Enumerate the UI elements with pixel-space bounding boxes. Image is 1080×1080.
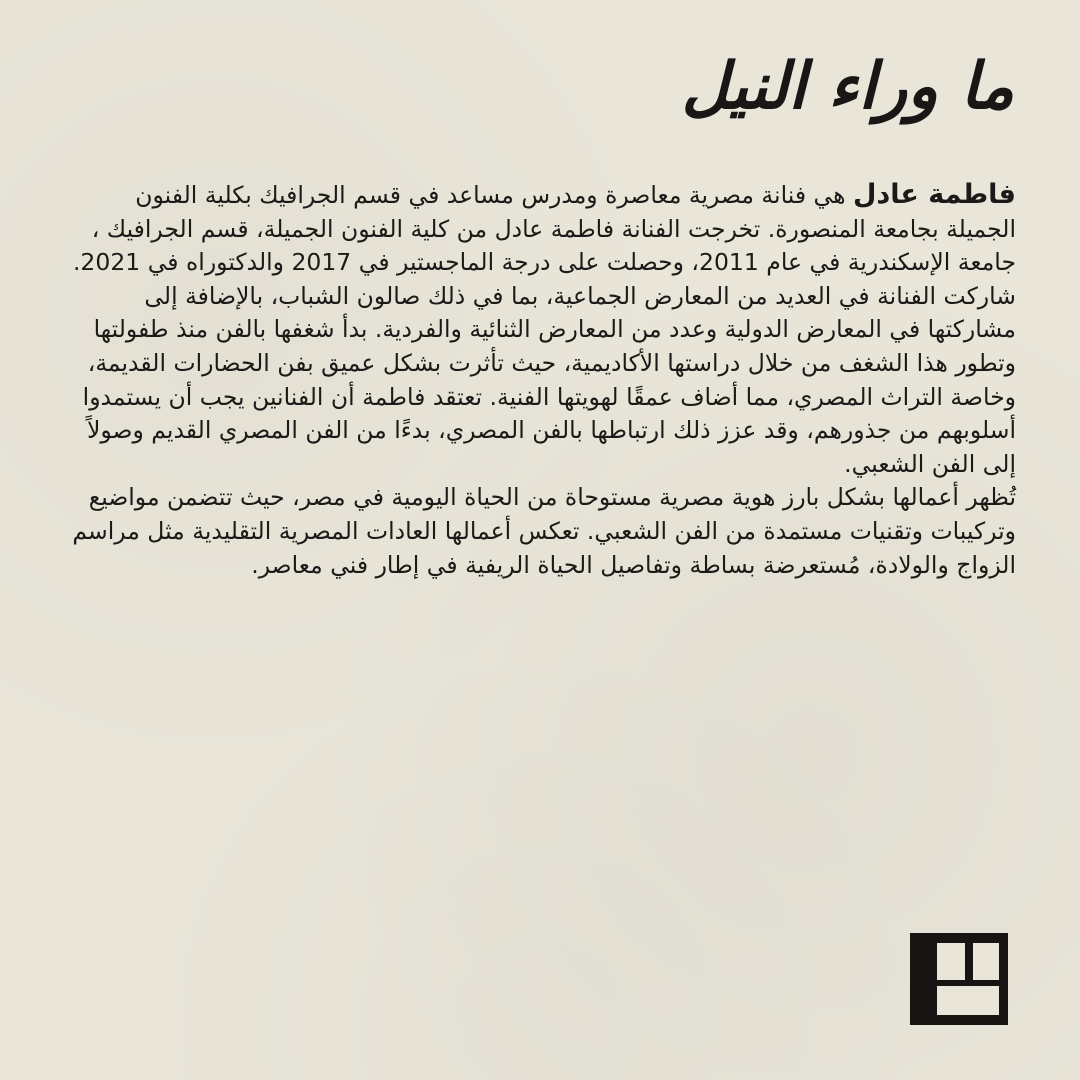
bio-paragraph-2: شاركت الفنانة في العديد من المعارض الجماعية، بما في ذلك صالون الشباب، بالإضافة إلى مشاركتها في المعارض الدولية وعدد من المعارض الثنائية والفردية. بدأ شغفها بالفن منذ طفولتها وتطور هذا الشغف من خلال دراستها الأكاديمية، حيث تأثرت بشكل عميق بفن الحضارات القديمة، وخاصة التراث المصري، مما أضاف عمقًا لهويتها الفنية. تعتقد فاطمة أن الفنانين يجب أن يستمدوا أسلوبهم من جذورهم، وقد عزز ذلك ارتباطها بالفن المصري، بدءًا من الفن المصري القديم وصولاً إلى الفن الشعبي. <box>82 281 1016 478</box>
artist-name: فاطمة عادل <box>853 179 1016 210</box>
artist-bio <box>66 178 1016 582</box>
logo-cell <box>973 943 999 980</box>
page-title: ما وراء النيل <box>681 49 1014 124</box>
bio-paragraph-3: تُظهر أعمالها بشكل بارز هوية مصرية مستوحاة من الحياة اليومية في مصر، حيث تتضمن مواضيع وتركيبات وتقنيات مستمدة من الفن الشعبي. تعكس أعمالها العادات المصرية التقليدية مثل مراسم الزواج والولادة، مُستعرضة بساطة وتفاصيل الحياة الريفية في إطار فني معاصر. <box>72 483 1016 579</box>
bio-paragraph-1 <box>66 178 1016 280</box>
logo-cell <box>937 943 965 980</box>
bio-paragraph-1-text: هي فنانة مصرية معاصرة ومدرس مساعد في قسم الجرافيك بكلية الفنون الجميلة بجامعة المنصورة. تخرجت الفنانة فاطمة عادل من كلية الفنون الجميلة، قسم الجرافيك ، جامعة الإسكندرية في عام 2011، وحصلت على درجة الماجستير في 2017 والدكتوراه في 2021. <box>72 181 1016 277</box>
logo-cell <box>937 986 999 1015</box>
grid-logo-icon <box>910 933 1008 1025</box>
